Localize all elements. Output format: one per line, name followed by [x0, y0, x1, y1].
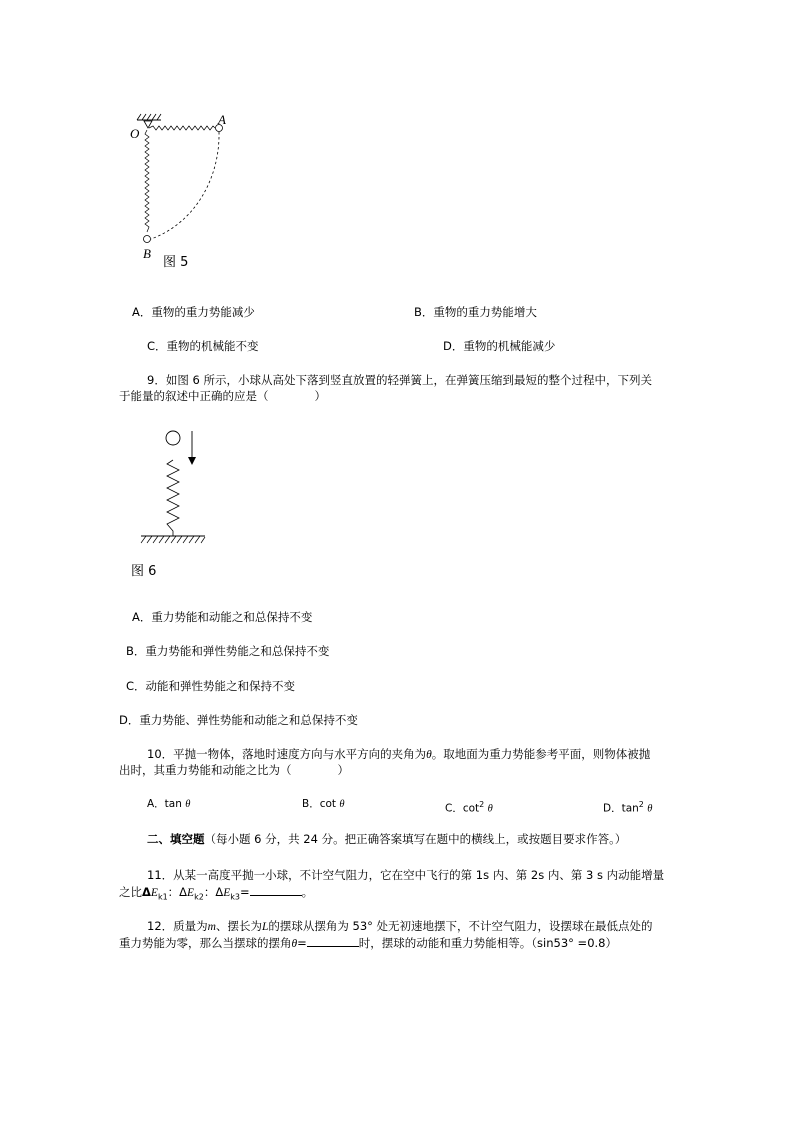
q10-text-a: 10．平抛一物体，落地时速度方向与水平方向的夹角为 — [147, 747, 427, 761]
figure-5-pendulum-spring — [125, 108, 235, 273]
q12-text-d: 重力势能为零，那么当摆球的摆角 — [119, 936, 292, 950]
section2-desc: （每小题 6 分，共 24 分。把正确答案填写在题中的横线上，或按题目要求作答。） — [204, 832, 627, 846]
q10-option-a — [147, 797, 190, 812]
q10-option-c-theta: θ — [487, 803, 493, 815]
q11-e-1: E — [150, 887, 158, 899]
q11-delta-1: Δ — [142, 885, 151, 899]
q12-stem-line2 — [119, 935, 617, 952]
q11-eq: = — [239, 885, 250, 899]
q10-option-c — [445, 797, 493, 817]
q10-stem-line1 — [147, 747, 650, 763]
q9-option-a: A．重力势能和动能之和总保持不变 — [132, 610, 313, 624]
q9-stem-line1: 9．如图 6 所示，小球从高处下落到竖直放置的轻弹簧上，在弹簧压缩到最短的整个过程中，下列关 — [147, 373, 652, 387]
q11-k2: k2 — [194, 892, 204, 902]
q11-colon-2: ： — [203, 885, 216, 899]
q10-option-a-text: A．tan — [147, 798, 182, 810]
q9-option-d: D．重力势能、弹性势能和动能之和总保持不变 — [119, 713, 358, 727]
q8-option-c: C．重物的机械能不变 — [147, 339, 259, 353]
q11-colon-1: ： — [167, 885, 180, 899]
q10-option-a-theta: θ — [185, 799, 191, 810]
q10-text-b: 。取地面为重力势能参考平面，则物体被抛 — [431, 747, 651, 761]
fig5-label-o: O — [130, 126, 140, 141]
q12-stem-line1 — [147, 919, 653, 935]
q11-stem-line2 — [119, 884, 313, 904]
q8-option-a: A．重物的重力势能减少 — [132, 305, 255, 319]
q10-option-c-text: C．cot — [445, 802, 480, 815]
q12-text-e: 时，摆球的动能和重力势能相等。（sin53° =0.8） — [358, 936, 617, 950]
q12-l: L — [261, 921, 269, 933]
q8-option-d: D．重物的机械能减少 — [443, 339, 556, 353]
q12-m: m — [207, 921, 216, 933]
q10-option-d-theta: θ — [647, 803, 653, 815]
q10-option-b-text: B．cot — [302, 798, 337, 810]
q9-option-b: B．重力势能和弹性势能之和总保持不变 — [126, 644, 330, 658]
q10-option-d — [603, 797, 652, 817]
q11-text-a: 之比 — [119, 885, 142, 899]
figure-6-ball-spring — [135, 425, 215, 550]
q12-theta: θ — [291, 938, 298, 950]
q10-theta: θ — [426, 749, 432, 761]
q11-answer-blank[interactable] — [250, 884, 302, 896]
q11-delta-2: Δ — [179, 885, 188, 899]
q11-e-3: E — [223, 887, 231, 899]
q11-delta-3: Δ — [215, 885, 224, 899]
q12-answer-blank[interactable] — [307, 935, 359, 947]
q11-end: 。 — [301, 885, 314, 899]
fig5-label-b: B — [143, 246, 151, 261]
q12-text-a: 12．质量为 — [147, 919, 208, 933]
q12-eq: = — [297, 936, 307, 950]
q11-stem-line1: 11．从某一高度平抛一小球，不计空气阻力，它在空中飞行的第 1s 内、第 2s 内、第 3 s 内动能增量 — [147, 868, 665, 882]
q10-option-b — [302, 797, 345, 812]
q12-text-c: 的摆球从摆角为 53° 处无初速地摆下，不计空气阻力，设摆球在最低点处的 — [268, 919, 653, 933]
q11-e-2: E — [187, 887, 195, 899]
q9-stem-line2: 于能量的叙述中正确的应是（ ） — [119, 389, 326, 403]
fig5-caption: 图 5 — [163, 255, 189, 270]
q10-option-b-theta: θ — [339, 799, 345, 810]
q11-k3: k3 — [230, 892, 240, 902]
section2-heading — [147, 832, 626, 847]
q10-option-d-sq: 2 — [638, 800, 644, 809]
fig5-label-a: A — [218, 112, 226, 127]
q9-option-c: C．动能和弹性势能之和保持不变 — [126, 679, 296, 693]
section2-title: 二、填空题 — [147, 832, 205, 846]
q12-text-b: 、摆长为 — [215, 919, 262, 933]
q10-stem-line2: 出时，其重力势能和动能之比为（ ） — [119, 763, 349, 777]
fig6-caption: 图 6 — [131, 564, 157, 579]
q8-option-b: B．重物的重力势能增大 — [414, 305, 537, 319]
q10-option-d-text: D．tan — [603, 802, 639, 815]
q11-k1: k1 — [157, 892, 168, 902]
q10-option-c-sq: 2 — [479, 800, 485, 809]
